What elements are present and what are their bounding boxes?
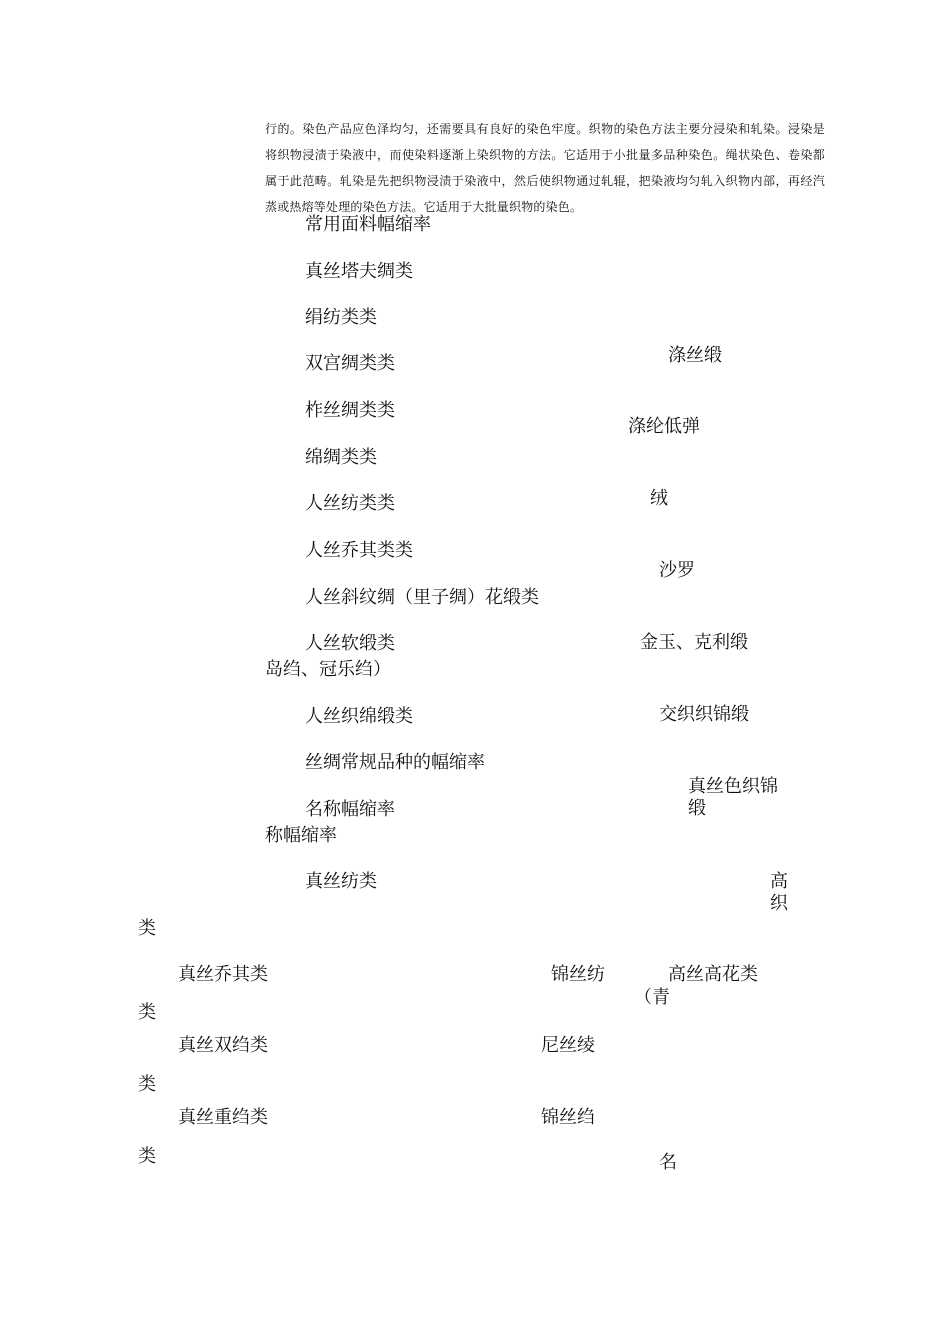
left-item: 人丝软缎类 (305, 633, 395, 654)
left-item: 人丝纺类类 (305, 493, 395, 514)
bottom-right-item: 高丝高花类 (668, 964, 758, 985)
heading-common-fabric-shrinkage: 常用面料幅缩率 (305, 214, 431, 235)
bottom-mid-item: 锦丝纺 (551, 964, 605, 985)
right-item: 真丝色织锦缎 (688, 776, 778, 819)
class-marker: 类 (138, 1146, 156, 1167)
left-item: 人丝织绵缎类 (305, 706, 413, 727)
left-item: 真丝纺类 (305, 871, 377, 892)
bottom-left-item: 真丝乔其类 (178, 964, 268, 985)
intro-paragraph: 行的。染色产品应色泽均匀，还需要具有良好的染色牢度。织物的染色方法主要分浸染和轧染。浸染是将织物浸渍于染液中，而使染料逐渐上染织物的方法。它适用于小批量多品种染色。绳状染色、卷染都属于此范畴。轧染是先把织物浸渍于染液中，然后使织物通过轧辊，把染液均匀轧入织物内部，再经汽蒸或热熔等处理的染色方法。它适用于大批量织物的染色。 (265, 122, 825, 214)
right-item: 沙罗 (659, 560, 695, 581)
text-fragment: 岛绉、冠乐绉） (265, 659, 391, 680)
bottom-right-item: 名 (659, 1152, 677, 1173)
class-marker: 类 (138, 918, 156, 939)
left-item: 绵绸类类 (305, 447, 377, 468)
left-item: 绢纺类类 (305, 307, 377, 328)
right-item: 绒 (650, 488, 668, 509)
bottom-mid-item: 锦丝绉 (541, 1107, 595, 1128)
left-item: 柞丝绸类类 (305, 400, 395, 421)
subheading-silk-shrinkage: 丝绸常规品种的幅缩率 (305, 752, 485, 773)
left-item: 人丝斜纹绸（里子绸）花缎类 (305, 587, 539, 608)
right-item: 涤丝缎 (668, 345, 722, 366)
bottom-left-item: 真丝双绉类 (178, 1035, 268, 1056)
right-item: 涤纶低弹 (628, 416, 700, 437)
left-item: 双宫绸类类 (305, 353, 395, 374)
bottom-left-item: 真丝重绉类 (178, 1107, 268, 1128)
class-marker: 类 (138, 1074, 156, 1095)
right-item: 交织织锦缎 (659, 704, 749, 725)
class-marker: 类 (138, 1002, 156, 1023)
bottom-mid-item: 尼丝绫 (541, 1035, 595, 1056)
right-item: 金玉、克利缎 (640, 632, 748, 653)
right-item: 高织 (770, 871, 788, 914)
left-item: 真丝塔夫绸类 (305, 261, 413, 282)
text-fragment: 称幅缩率 (265, 825, 337, 846)
bottom-right-item: （青 (634, 987, 670, 1008)
left-item: 人丝乔其类类 (305, 540, 413, 561)
name-header: 名称幅缩率 (305, 799, 395, 820)
